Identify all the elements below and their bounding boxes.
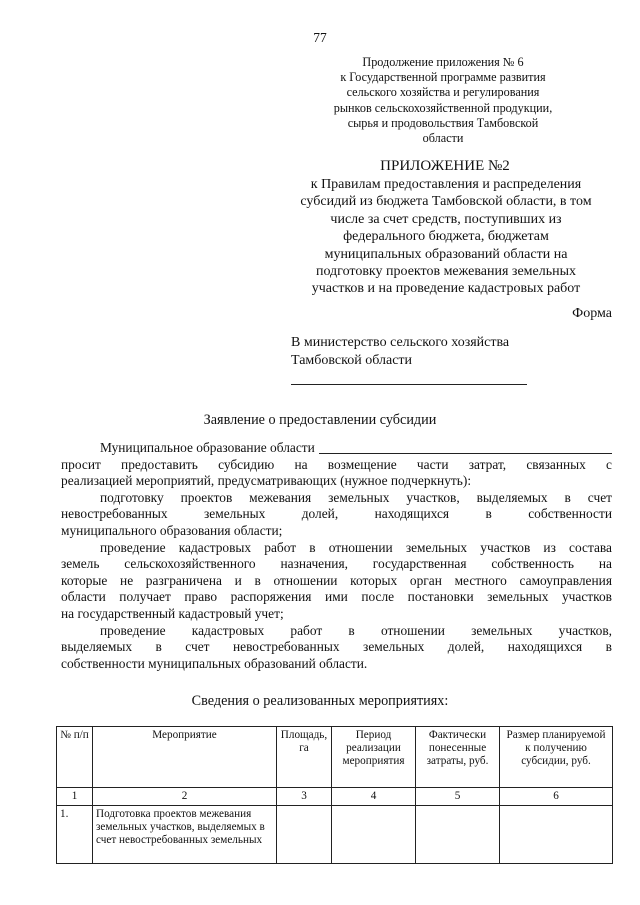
statement-title: Заявление о предоставлении субсидии xyxy=(203,412,437,428)
header-costs: Фактически понесенные затраты, руб. xyxy=(416,727,500,788)
table-title: Сведения о реализованных мероприятиях: xyxy=(191,693,449,709)
row-costs xyxy=(416,806,500,864)
appendix-title: ПРИЛОЖЕНИЕ №2 xyxy=(380,158,510,174)
appendix-subtitle-line: к Правилам предоставления и распределения xyxy=(310,177,582,192)
option-2-line: области получает право распоряжения ими после постановки земельных участков xyxy=(61,589,612,605)
option-2-line: земель сельскохозяйственного назначения, государственная собственность на xyxy=(61,556,612,572)
header-activity: Мероприятие xyxy=(93,727,277,788)
column-number: 5 xyxy=(416,788,500,806)
option-3-line: собственности муниципальных образований области. xyxy=(61,655,368,671)
table-row xyxy=(57,806,613,864)
row-period xyxy=(332,806,416,864)
option-2-line: проведение кадастровых работ в отношении земельных участков из состава xyxy=(100,539,612,555)
appendix-subtitle-line: субсидий из бюджета Тамбовской области, в том xyxy=(300,194,592,210)
appendix-subtitle-line: федерального бюджета, бюджетам xyxy=(343,229,549,245)
column-number: 4 xyxy=(332,788,416,806)
column-number-row xyxy=(57,788,613,806)
appendix-subtitle-line: участков и на проведение кадастровых работ xyxy=(311,281,581,297)
option-1-line: подготовку проектов межевания земельных участков, выделяемых в счет xyxy=(100,489,612,505)
municipality-blank-line xyxy=(319,453,612,454)
option-1-line: невостребованных земельных долей, находящихся в собственности xyxy=(61,506,612,522)
row-number: 1. xyxy=(57,806,93,864)
continuation-line: рынков сельскохозяйственной продукции, xyxy=(333,100,553,115)
addressee-signature-line xyxy=(291,384,527,385)
option-1-line: муниципального образования области; xyxy=(61,522,283,538)
appendix-subtitle-line: числе за счет средств, поступивших из xyxy=(330,211,562,227)
appendix-subtitle-line: подготовку проектов межевания земельных xyxy=(315,264,577,280)
column-number: 3 xyxy=(277,788,332,806)
continuation-header xyxy=(318,55,568,146)
intro-line: реализацией мероприятий, предусматривающих (нужное подчеркнуть): xyxy=(61,473,472,489)
column-number: 2 xyxy=(93,788,277,806)
row-area xyxy=(277,806,332,864)
page-number: 77 xyxy=(313,30,327,45)
addressee-line: Тамбовской области xyxy=(291,353,413,368)
continuation-line: сельского хозяйства и регулирования xyxy=(346,85,540,100)
intro-line: просит предоставить субсидию на возмещение части затрат, связанных с xyxy=(61,456,612,472)
header-subsidy: Размер планируемой к получению субсидии, руб. xyxy=(500,727,613,788)
activities-table xyxy=(56,726,613,864)
continuation-line: к Государственной программе развития xyxy=(340,70,546,85)
column-number: 1 xyxy=(57,788,93,806)
continuation-line: Продолжение приложения № 6 xyxy=(362,55,524,69)
statement-body xyxy=(61,440,612,672)
addressee xyxy=(291,334,509,370)
municipality-label: Муниципальное образование области xyxy=(100,440,315,455)
option-2-line: которые не разграничена и в отношении которых орган местного самоуправления xyxy=(61,572,612,588)
option-2-line: на государственный кадастровый учет; xyxy=(61,605,284,621)
option-3-line: выделяемых в счет невостребованных земельных долей, находящихся в xyxy=(61,639,612,655)
addressee-line: В министерство сельского хозяйства xyxy=(291,335,510,350)
continuation-line: сырья и продовольствия Тамбовской xyxy=(347,115,539,130)
appendix-subtitle xyxy=(290,176,602,298)
header-number: № п/п xyxy=(57,727,93,788)
appendix-subtitle-line: муниципальных образований области на xyxy=(324,246,568,262)
continuation-line: области xyxy=(422,131,464,146)
table-header-row xyxy=(57,727,613,788)
row-activity: Подготовка проектов межевания земельных участков, выделяемых в счет невостребованных земельных xyxy=(93,806,277,864)
header-period: Период реализации мероприятия xyxy=(332,727,416,788)
header-area: Площадь, га xyxy=(277,727,332,788)
form-label: Форма xyxy=(572,306,612,321)
option-3-line: проведение кадастровых работ в отношении земельных участков, xyxy=(100,622,612,638)
column-number: 6 xyxy=(500,788,613,806)
row-subsidy xyxy=(500,806,613,864)
municipality-line xyxy=(61,440,612,457)
